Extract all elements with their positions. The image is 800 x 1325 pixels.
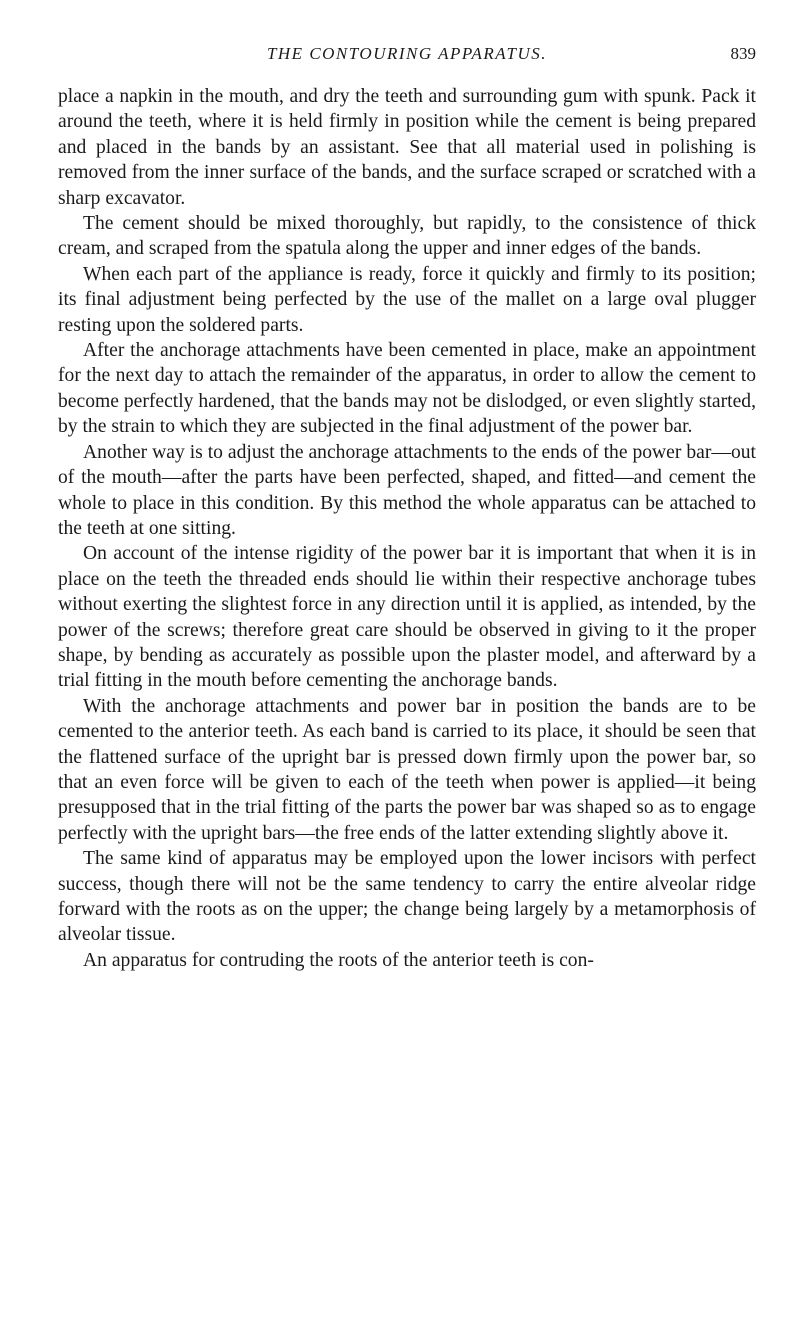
paragraph: After the anchorage attachments have been cemented in place, make an appointment for the next day to attach the remainder of the apparatus, in order to allow the cement to become perfectly hardened, that the bands may not be dislodged, or even slightly started, by the strain to which they are subjected in the final adjustment of the power bar. <box>58 340 756 438</box>
paragraph: The cement should be mixed thoroughly, but rapidly, to the consistence of thick cream, and scraped from the spatula along the upper and inner edges of the bands. <box>58 213 756 260</box>
paragraph: Another way is to adjust the anchorage attachments to the ends of the power bar—out of the mouth—after the parts have been perfected, shaped, and fitted—and cement the whole to place in this condition. By this method the whole apparatus can be attached to the teeth at one sitting. <box>58 441 756 539</box>
page-number: 839 <box>730 44 756 63</box>
paragraph: place a napkin in the mouth, and dry the teeth and surrounding gum with spunk. Pack it around the teeth, where it is held firmly in position while the cement is being prepared and placed in the bands by an assistant. See that all material used in polishing is removed from the inner surface of the bands, and the surface scraped or scratched with a sharp excavator. <box>58 86 756 209</box>
paragraph: On account of the intense rigidity of the power bar it is important that when it is in place on the teeth the threaded ends should lie within their respective anchorage tubes without exerting the slightest force in any direction until it is applied, as intended, by the power of the screws; therefore great care should be observed in giving to it the proper shape, by bending as accurately as possible upon the plaster model, and afterward by a trial fitting in the mouth before cementing the anchorage bands. <box>58 543 756 692</box>
running-head <box>58 44 756 70</box>
running-head-title: THE CONTOURING APPARATUS. <box>266 44 548 63</box>
paragraph: An apparatus for contruding the roots of the anterior teeth is con- <box>83 949 594 971</box>
body-text <box>58 84 756 973</box>
paragraph: With the anchorage attachments and power bar in position the bands are to be cemented to the anterior teeth. As each band is carried to its place, it should be seen that the flattened surface of the upright bar is pressed down firmly upon the power bar, so that an even force will be given to each of the teeth when power is applied—it being presupposed that in the trial fitting of the parts the power bar was shaped so as to engage perfectly with the upright bars—the free ends of the latter extending slightly above it. <box>58 695 756 844</box>
paragraph: The same kind of apparatus may be employed upon the lower incisors with perfect success, though there will not be the same tendency to carry the entire alveolar ridge forward with the roots as on the upper; the change being largely by a metamorphosis of alveolar tissue. <box>58 848 756 946</box>
paragraph: When each part of the appliance is ready, force it quickly and firmly to its position; its final adjustment being perfected by the use of the mallet on a large oval plugger resting upon the soldered parts. <box>58 263 756 336</box>
